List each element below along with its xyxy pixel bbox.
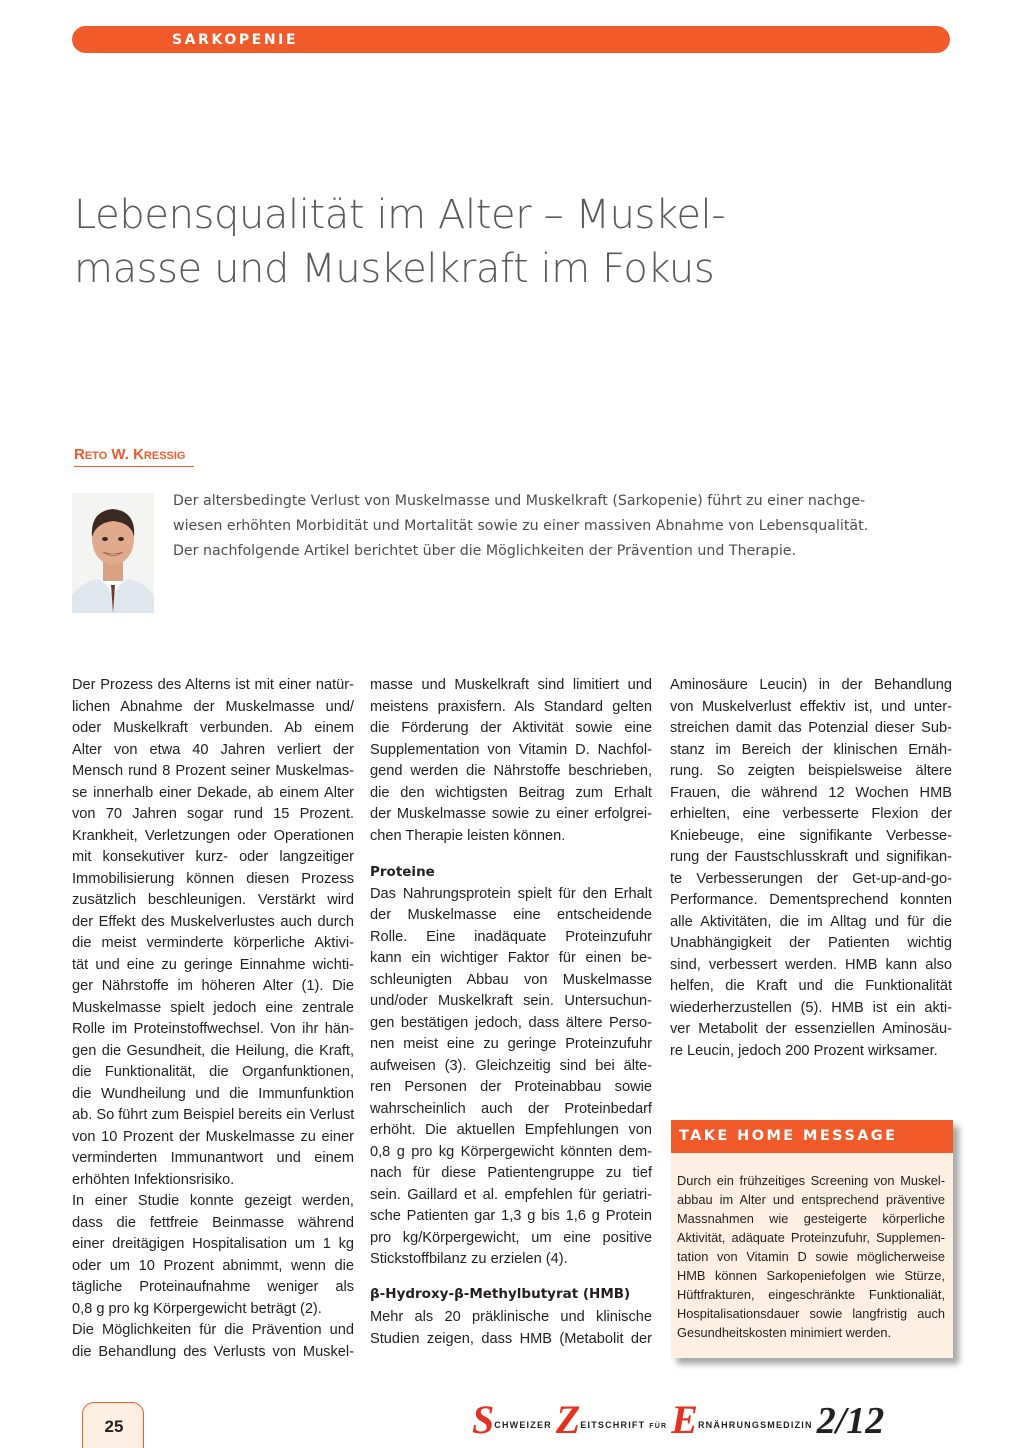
body-line: tägliche Proteinaufnahme weniger als [72,1279,354,1295]
page-number: 25 [104,1417,124,1436]
body-line: dass die fettfreie Beinmasse während [72,1214,354,1231]
take-home-line: Massnahmen wie gesteigerte körperliche [677,1211,945,1226]
body-line: von 70 Jahren sogar rund 15 Prozent. [72,806,354,822]
body-line: rung. So zeigten beispielsweise ältere [670,763,952,779]
body-line: von 10 Prozent der Muskelmasse zu einer [72,1128,354,1145]
body-line: Kniebeuge, eine signifikante Verbesse- [670,827,952,844]
body-line: te Verbesserungen der Get-up-and-go- [670,870,952,887]
body-line: der Effekt des Muskelverlustes auch durch [72,913,354,930]
title-line: Lebensqualität im Alter – Muskel- [74,192,726,238]
author-underline [74,466,194,467]
journal-word: RNÄHRUNGSMEDIZIN [697,1420,813,1430]
journal-word: CHWEIZER [494,1420,552,1430]
take-home-line: Durch ein frühzeitiges Screening von Muskel- [677,1173,945,1188]
take-home-line: Hospitalisationsdauer sowie langfristig auch [677,1306,945,1321]
subheading-hmb: β-Hydroxy-β-Methylbutyrat (HMB) [370,1285,631,1302]
body-line: ren Personen der Proteinabbau sowie [370,1079,652,1095]
body-line: die Funktionalität, die Organfunktionen, [72,1064,354,1080]
journal-issue: 2/12 [816,1400,885,1442]
page-number-box [82,1402,144,1448]
body-line: die Wundheilung und die Immunfunktion [72,1085,354,1102]
article-lead [173,489,953,564]
body-line: 0,8 g pro kg Körpergewicht könnten dem- [370,1143,652,1160]
body-line: Rolle im Proteinstoffwechsel. Von ihr hän- [72,1021,354,1037]
body-line: meistens praxisfern. Als Standard gelten [370,698,652,715]
journal-letter-e: E [671,1397,698,1442]
lead-line: wiesen erhöhten Morbidität und Mortalität sowie zu einer massiven Abnahme von Lebensqualität. [173,518,869,534]
body-line: ger Nährstoffe im höheren Alter (1). Die [72,978,354,994]
body-line: Immobilisierung können diesen Prozess [72,870,354,887]
body-line: die Behandlung des Verlusts von Muskel- [72,1343,354,1360]
body-line: stanz im Bereich der klinischen Ernäh- [670,741,952,758]
take-home-text [671,1153,953,1342]
take-home-line: abbau im Alter und entsprechend präventive [677,1192,945,1207]
take-home-line: Aktivität, adäquate Proteinzufuhr, Supplemen- [677,1230,945,1245]
section-bar [72,26,950,53]
body-line: und/oder Muskelkraft sein. Untersuchun- [370,993,652,1009]
body-line: der Muskelmasse sowie zu einer erfolgrei- [370,806,652,822]
body-line: se innerhalb einer Dekade, ab einem Alter [72,784,354,801]
body-line: gen die Gesundheit, die Heilung, die Kraft, [72,1042,354,1059]
body-line: Unabhängigkeit der Patienten wichtig [670,935,952,951]
take-home-box [671,1120,953,1358]
body-line: lichen Abnahme der Muskelmasse und/ [72,698,354,715]
body-line: Aminosäure Leucin) in der Behandlung [670,677,952,693]
body-line: Alter von etwa 40 Jahren verliert der [72,741,354,758]
body-line: einer dreitägigen Hospitalisation um 1 kg [72,1236,354,1252]
body-line: 0,8 g pro kg Körpergewicht beträgt (2). [72,1300,322,1317]
subheading-proteine: Proteine [370,864,435,880]
body-line: Frauen, die während 12 Wochen HMB [670,784,952,801]
take-home-line: HMB können Sarkopeniefolgen wie Stürze, [677,1268,945,1283]
column-2 [370,675,652,1350]
column-1 [72,675,354,1363]
lead-line: Der altersbedingte Verlust von Muskelmasse und Muskelkraft (Sarkopenie) führt zu einer nachge- [173,493,866,509]
take-home-heading: TAKE HOME MESSAGE [671,1120,953,1153]
body-line: Studien zeigen, dass HMB (Metabolit der [370,1330,652,1347]
journal-logo [472,1396,885,1444]
body-line: Supplementation von Vitamin D. Nachfol- [370,741,652,758]
body-line: nach für diese Patientengruppe zu tief [370,1165,652,1181]
journal-letter-s: S [472,1397,495,1442]
title-line: masse und Muskelkraft im Fokus [74,246,715,292]
body-line: kann ein wichtiger Faktor für einen be- [370,950,652,966]
body-line: Das Nahrungsprotein spielt für den Erhalt [370,885,652,902]
section-label: SARKOPENIE [172,32,299,48]
journal-word: FÜR [649,1423,668,1430]
take-home-line: tation von Vitamin D sowie möglicherweise [677,1249,945,1264]
body-line: Mensch rund 8 Prozent seiner Muskelmas- [72,763,354,779]
column-3 [670,675,952,1062]
body-line: die meist verminderte körperliche Aktivi- [72,935,354,951]
body-line: Performance. Dementsprechend konnten [670,892,952,908]
body-line: helfen, die Kraft und die Funktionalität [670,978,952,994]
take-home-line: Gesundheitskosten minimiert werden. [677,1325,892,1340]
body-line: Krankheit, Verletzungen oder Operationen [72,827,354,844]
author-name: Reto W. Kressig [74,446,186,463]
body-line: erhöhten Infektionsrisiko. [72,1171,235,1188]
body-line: Rolle. Eine inadäquate Proteinzufuhr [370,928,652,945]
body-line: wiederherzustellen (5). HMB ist ein akti- [670,999,952,1016]
body-line: pro kg/Körpergewicht, um eine positive [370,1229,652,1246]
body-line: schleunigten Abbau von Muskelmasse [370,971,652,988]
body-line: aufweisen (3). Gleichzeitig sind bei älte- [370,1057,652,1074]
body-line: chen Therapie leisten können. [370,827,566,844]
body-line: oder Muskelkraft verbunden. Ab einem [72,720,354,736]
body-line: masse und Muskelkraft sind limitiert und [370,677,652,693]
body-line: zusätzlich beschleunigen. Verstärkt wird [72,892,354,908]
body-line: verminderten Immunantwort und einem [72,1150,354,1166]
body-line: erhöht. Die aktuellen Empfehlungen von [370,1122,652,1138]
body-line: rung der Faustschlusskraft und signifikan- [670,849,952,865]
article-title [74,188,954,296]
author-photo [72,493,154,613]
body-line: sind, verbessert werden. HMB kann also [670,956,952,973]
body-line: Muskelmasse spielt jedoch eine zentrale [72,999,354,1016]
journal-word: EITSCHRIFT [580,1420,646,1430]
body-line: gend werden die Nährstoffe beschrieben, [370,763,652,779]
body-line: erhielten, eine verbesserte Flexion der [670,806,952,822]
lead-line: Der nachfolgende Artikel berichtet über die Möglichkeiten der Prävention und Therapie. [173,543,797,559]
body-line: mit konsekutiver kurz- oder langzeitiger [72,849,354,865]
body-line: alle Aktivitäten, die im Alltag und für die [670,913,952,930]
body-line: Stickstoffbilanz zu erzielen (4). [370,1251,568,1267]
body-line: gen bestätigen jedoch, dass ältere Perso- [370,1014,652,1031]
body-line: wahrscheinlich auch der Proteinbedarf [370,1100,652,1117]
body-line: In einer Studie konnte gezeigt werden, [72,1193,354,1209]
body-line: der Muskelmasse eine entscheidende [370,907,652,923]
body-line: nen meist eine zu geringe Proteinzufuhr [370,1036,652,1052]
take-home-line: Hüftfrakturen, eingeschränkte Funktionaliät, [677,1287,945,1302]
body-line: tät und eine zu geringe Einnahme wichti- [72,956,354,973]
body-line: die den wichtigsten Beitrag zum Erhalt [370,784,652,801]
body-line: Der Prozess des Alterns ist mit einer natür- [72,677,354,693]
body-line: oder um 10 Prozent abnimmt, wenn die [72,1257,354,1274]
journal-letter-z: Z [555,1397,581,1442]
body-line: die Förderung der Aktivität sowie eine [370,720,652,736]
body-line: Mehr als 20 präklinische und klinische [370,1309,652,1325]
body-line: von Muskelverlust effektiv ist, und unter- [670,698,952,715]
body-line: sche Patienten gar 1,3 g bis 1,6 g Protein [370,1208,652,1224]
body-line: Die Möglichkeiten für die Prävention und [72,1322,354,1338]
body-line: ab. So führt zum Beispiel bereits ein Verlust [72,1107,355,1123]
body-line: ver Metabolit der essenziellen Aminosäu- [670,1021,952,1037]
body-line: streichen damit das Potenzial dieser Sub- [670,720,952,736]
body-line: re Leucin, jedoch 200 Prozent wirksamer. [670,1042,938,1059]
body-line: sein. Gaillard et al. empfehlen für geriatri- [370,1186,652,1203]
